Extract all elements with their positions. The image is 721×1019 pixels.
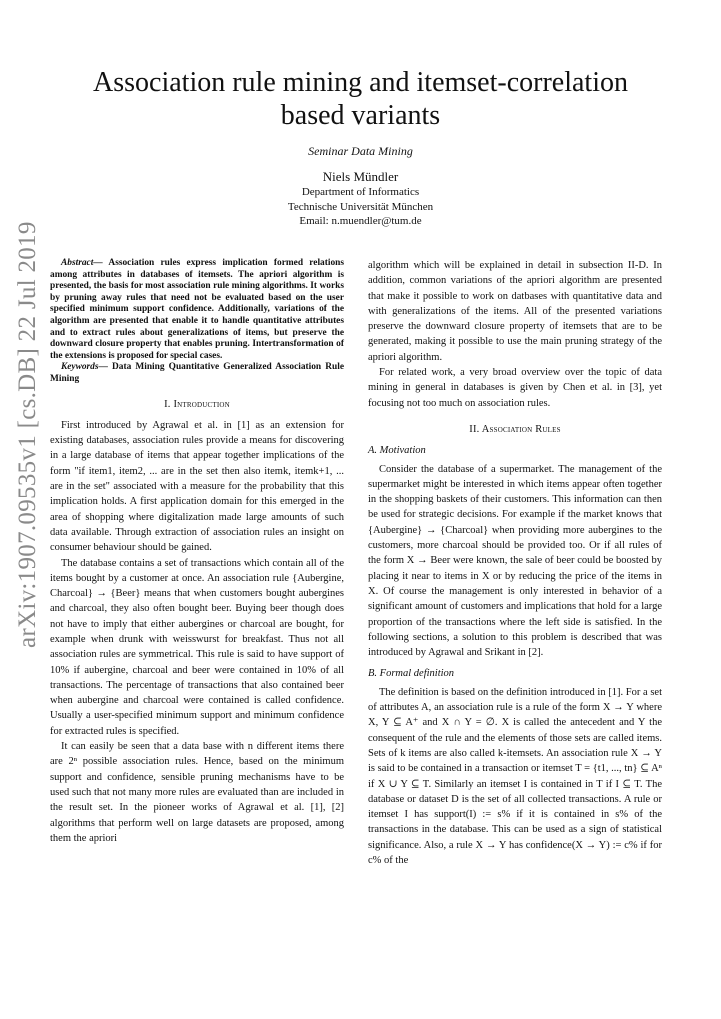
author-block xyxy=(160,169,561,229)
intro-paragraph-5: For related work, a very broad overview over the topic of data mining in general in databases is given by Chen et al. in [3], yet focusing not too much on association rules. xyxy=(368,367,662,409)
left-column xyxy=(50,258,344,846)
motivation-paragraph: Consider the database of a supermarket. The management of the supermarket might be interested in which items appear often together in the shopping baskets of their customers. This information can then be used for strategic decisions. For example if the market knows that {Aubergine} → {Charcoal} when providing more aubergines to the customers, more charcoal should be provided too. Or if all rules of the form X → Beer were known, the sale of beer could be boosted by placing it near to items in X or by reducing the price of the items in X. Of course the management is only interested in behavior of a significant amount of customers and implications that hold for a large proportion of the transactions where the left side is satisfied. In the following sections, a solution to this problem is described that was introduced by Agrawal and Srikant in [2]. xyxy=(368,463,662,659)
paper-title: Association rule mining and itemset-correlation based variants xyxy=(93,67,628,131)
intro-paragraph-1: First introduced by Agrawal et al. in [1] as an extension for existing databases, association rules provide a means for discovering in a large database of items that appear together implications of the form "if item1, item2, ... are in the set then also itemk, itemk+1, ... are in the set" associated with a measure for the probability that this implication holds. A first application domain for this emerged in the area of shopping where digitalization made large amounts of such data available. Through extraction of association rules an insight on consumer behaviour should be gained. xyxy=(50,419,344,554)
abstract-text: Association rules express implication formed relations among attributes in databases of itemsets. The apriori algorithm is presented, the basis for most association rule mining algorithms. It works by pruning away rules that need not be evaluated based on the user specified minimum support confidence. Additionally, variations of the algorithm are presented that enable it to handle quantitative attributes and to extract rules about generalizations of items, but preserve the downward closure property that enables pruning. Intertransformation of the extensions is proposed for special cases. xyxy=(50,258,345,361)
paper-subtitle: Seminar Data Mining xyxy=(308,144,413,158)
abstract-label: Abstract xyxy=(61,258,94,268)
arxiv-identifier: arXiv:1907.09535v1 [cs.DB] 22 Jul 2019 xyxy=(14,221,41,648)
intro-paragraph-2: The database contains a set of transactions which contain all of the items bought by a customer at once. An association rule {Aubergine, Charcoal} → {Beer} means that when customers bought aubergines and charcoal, they also often bought beer. Buying beer though does not have to imply that either aubergines or charcoal are bought, for example when drunk with weisswurst for breakfast. Thus not all association rules are symmetrical. This rule is said to have support of 10% if aubergine, charcoal and beer were contained in 10% of all transactions. The percentage of transactions that also contained beer when aubergine and charcoal were contained is called confidence. Usually a user-specified minimum support and minimum confidence for extracted rules is specified. xyxy=(50,557,344,737)
section-heading-association-rules: II. Association Rules xyxy=(469,423,561,435)
intro-paragraph-3: It can easily be seen that a data base with n different items there are 2ⁿ possible association rules. Hence, based on the minimum support and confidence, sensible pruning mechanisms have to be used such that not many more rules are evaluated than are included in the result set. In the pioneer works of Agrawal et al. [1], [2] algorithms that perform well on large datasets are proposed, among them the apriori xyxy=(50,741,344,844)
author-department: Department of Informatics xyxy=(301,186,420,198)
subsection-heading-formal-definition: B. Formal definition xyxy=(368,668,455,680)
author-email: Email: n.muendler@tum.de xyxy=(299,215,422,227)
abstract: Abstract— Association rules express implication formed relations among attributes in databases of itemsets. The apriori algorithm is presented, the basis for most association rule mining algorithms. It works by pruning away rules that need not be evaluated based on the user specified minimum support confidence. Additionally, variations of the algorithm are presented that enable it to handle quantitative attributes and to extract rules about generalizations of items, but preserve the downward closure property that enables pruning. Intertransformation of the extensions is proposed for special cases. Keywords— Data Mining Quantitative Generalized Association Rule Mining xyxy=(50,258,345,384)
keywords-text: Data Mining Quantitative Generalized Association Rule Mining xyxy=(50,362,345,384)
keywords-label: Keywords xyxy=(61,362,99,373)
right-column xyxy=(368,258,662,868)
subsection-heading-motivation: A. Motivation xyxy=(368,445,426,457)
intro-paragraph-4: algorithm which will be explained in detail in subsection II-D. In addition, common variations of the apriori algorithm are presented that make it possible to work on datbases with quantitative data and with generalizations of the items. All of the presented variations preserve the downward closure property of itemsets that are to be generated, making it possible to use the main pruning strategy of the apriori algorithm. xyxy=(368,260,662,363)
section-heading-introduction: I. Introduction xyxy=(164,398,230,410)
author-name: Niels Mündler xyxy=(322,169,399,184)
author-university: Technische Universität München xyxy=(287,200,434,213)
formal-definition-paragraph: The definition is based on the definition introduced in [1]. For a set of attributes A, an association rule is a rule of the form X → Y where X, Y ⊆ A⁺ and X ∩ Y = ∅. X is called the antecedent and Y the consequent of the rule and the elements of those sets are called items. Sets of k items are also called k-itemsets. An association rule X → Y is said to be contained in a transaction or itemset T = {t1, ..., tn} ⊆ Aⁿ if X ∪ Y ⊆ T. Similarly an itemset I is contained in T if I ⊆ T. The database or dataset D is the set of all collected transactions. A rule or itemset I has support(I) := s% if it is contained in s% of the transactions in the database. This can be used as a sign of statistical significance. Also, a rule X → Y has confidence(X → Y) := c% if for c% of the xyxy=(368,686,662,866)
